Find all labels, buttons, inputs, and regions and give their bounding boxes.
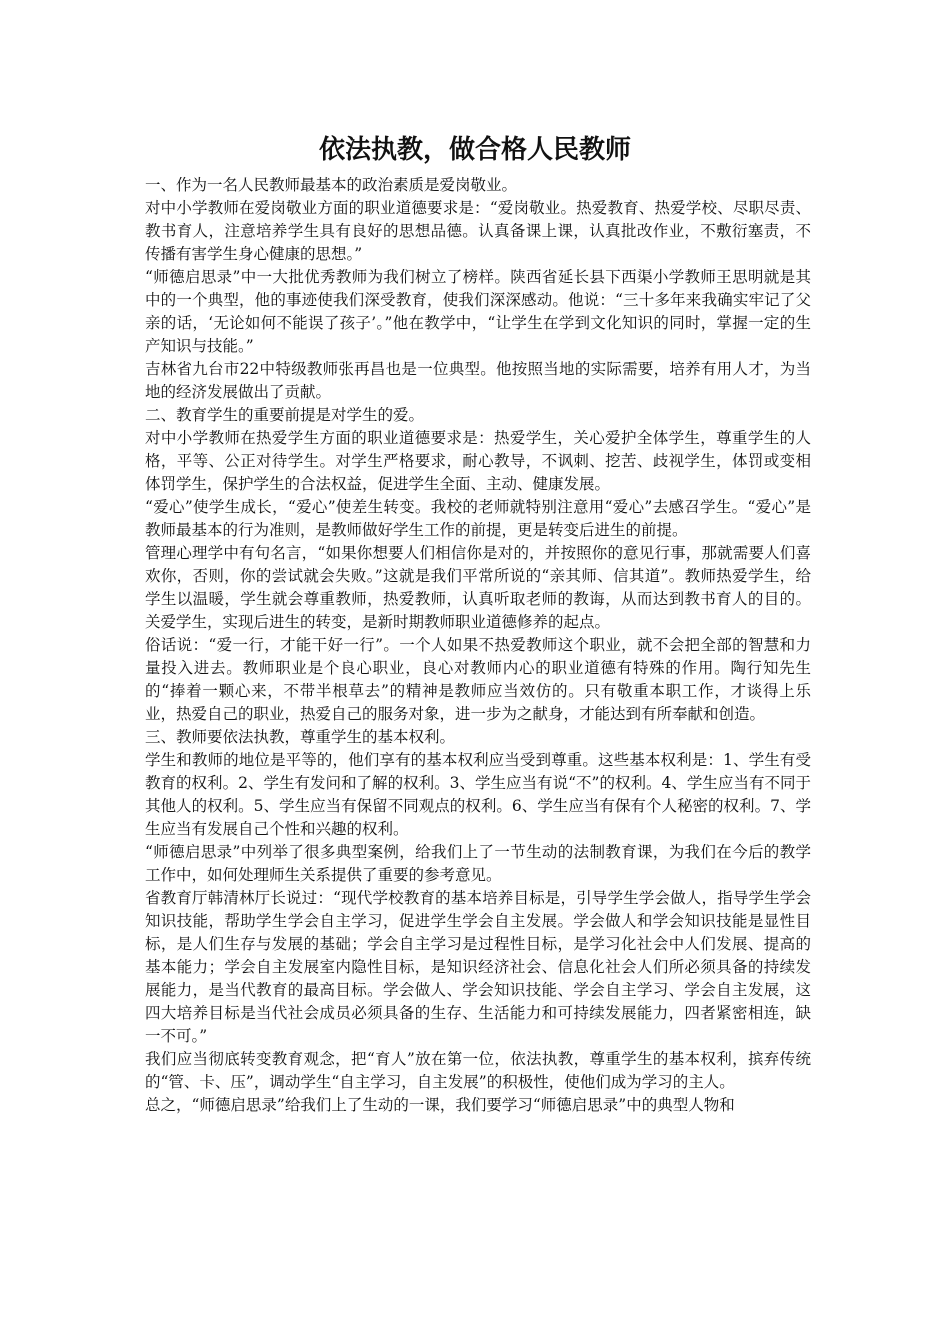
paragraph: 俗话说：“爱一行，才能干好一行”。一个人如果不热爱教师这个职业，就不会把全部的智慧和力量投入进去。教师职业是个良心职业，良心对教师内心的职业道德有特殊的作用。陶行知先生的“捧着一颗心来，不带半根草去”的精神是教师应当效仿的。只有敬重本职工作，才谈得上乐业，热爱自己的职业，热爱自己的服务对象，进一步为之献身，才能达到有所奉献和创造。	[145, 636, 811, 723]
paragraph: “师德启思录”中一大批优秀教师为我们树立了榜样。陕西省延长县下西渠小学教师王思明就是其中的一个典型，他的事迹使我们深受教育，使我们深深感动。他说：“三十多年来我确实牢记了父亲的话，‘无论如何不能误了孩子’。”他在教学中，“让学生在学到文化知识的同时，掌握一定的生产知识与技能。”	[145, 268, 811, 355]
paragraph: 我们应当彻底转变教育观念，把“育人”放在第一位，依法执教，尊重学生的基本权利，摈弃传统的“管、卡、压”，调动学生“自主学习，自主发展”的积极性，使他们成为学习的主人。	[145, 1050, 811, 1091]
section-heading-2: 二、教育学生的重要前提是对学生的爱。	[145, 406, 425, 424]
paragraph: 管理心理学中有句名言，“如果你想要人们相信你是对的，并按照你的意见行事，那就需要人们喜欢你，否则，你的尝试就会失败。”这就是我们平常所说的“亲其师、信其道”。教师热爱学生，给学生以温暖，学生就会尊重教师，热爱教师，认真听取老师的教诲，从而达到教书育人的目的。关爱学生，实现后进生的转变，是新时期教师职业道德修养的起点。	[145, 544, 811, 631]
paragraph: 学生和教师的地位是平等的，他们享有的基本权利应当受到尊重。这些基本权利是：1、学生有受教育的权利。2、学生有发问和了解的权利。3、学生应当有说“不”的权利。4、学生应当有不同于其他人的权利。5、学生应当有保留不同观点的权利。6、学生应当有保有个人秘密的权利。7、学生应当有发展自己个性和兴趣的权利。	[145, 751, 811, 838]
document-body	[145, 174, 811, 1117]
paragraph: 对中小学教师在热爱学生方面的职业道德要求是：热爱学生，关心爱护全体学生，尊重学生的人格，平等、公正对待学生。对学生严格要求，耐心教导，不讽刺、挖苦、歧视学生，体罚或变相体罚学生，保护学生的合法权益，促进学生全面、主动、健康发展。	[145, 429, 811, 493]
paragraph: 省教育厅韩清林厅长说过：“现代学校教育的基本培养目标是，引导学生学会做人，指导学生学会知识技能，帮助学生学会自主学习，促进学生学会自主发展。学会做人和学会知识技能是显性目标，是人们生存与发展的基础；学会自主学习是过程性目标，是学习化社会中人们发展、提高的基本能力；学会自主发展室内隐性目标，是知识经济社会、信息化社会人们所必须具备的持续发展能力，是当代教育的最高目标。学会做人、学会知识技能、学会自主学习、学会自主发展，这四大培养目标是当代社会成员必须具备的生存、生活能力和可持续发展能力，四者紧密相连，缺一不可。”	[145, 889, 811, 1045]
section-heading-1: 一、作为一名人民教师最基本的政治素质是爱岗敬业。	[145, 176, 518, 194]
paragraph: 对中小学教师在爱岗敬业方面的职业道德要求是：“爱岗敬业。热爱教育、热爱学校、尽职尽责、教书育人，注意培养学生具有良好的思想品德。认真备课上课，认真批改作业，不敷衍塞责，不传播有害学生身心健康的思想。”	[145, 199, 811, 263]
section-heading-3: 三、教师要依法执教，尊重学生的基本权利。	[145, 728, 456, 746]
paragraph: 总之，“师德启思录”给我们上了生动的一课，我们要学习“师德启思录”中的典型人物和	[145, 1096, 735, 1114]
paragraph: “师德启思录”中列举了很多典型案例，给我们上了一节生动的法制教育课，为我们在今后的教学工作中，如何处理师生关系提供了重要的参考意见。	[145, 843, 811, 884]
paragraph: “爱心”使学生成长，“爱心”使差生转变。我校的老师就特别注意用“爱心”去感召学生。“爱心”是教师最基本的行为准则，是教师做好学生工作的前提，更是转变后进生的前提。	[145, 498, 811, 539]
paragraph: 吉林省九台市22中特级教师张再昌也是一位典型。他按照当地的实际需要，培养有用人才，为当地的经济发展做出了贡献。	[145, 360, 811, 401]
document-title: 依法执教，做合格人民教师	[318, 135, 631, 165]
